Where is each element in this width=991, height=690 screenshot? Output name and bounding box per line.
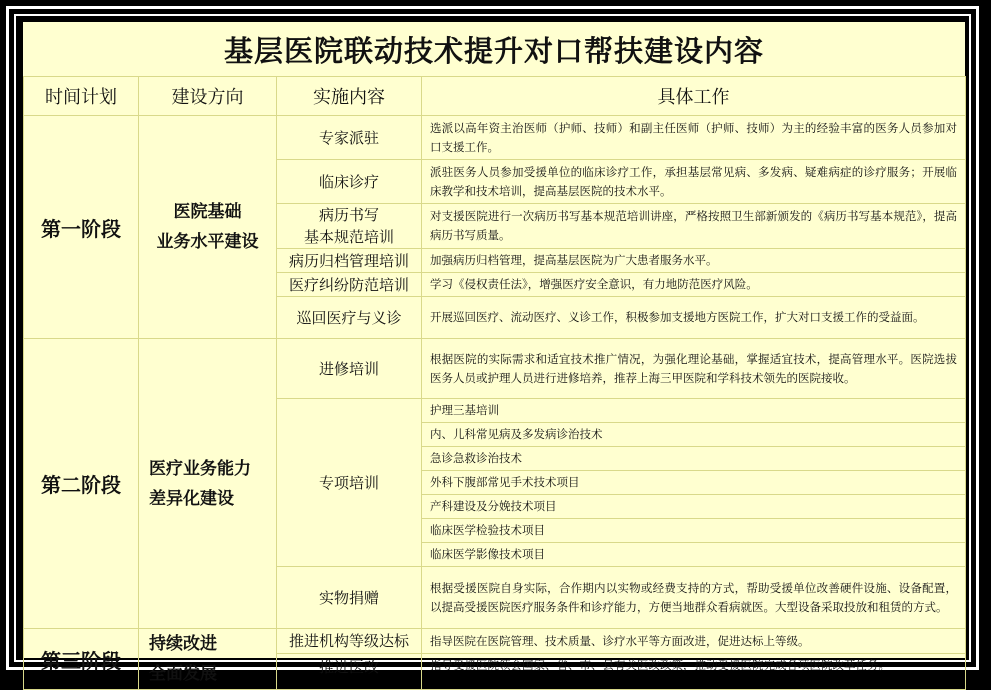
stage1-detail-2: 派驻医务人员参加受援单位的临床诊疗工作，承担基层常见病、多发病、疑难病症的诊疗服务；开展临床教学和技术培训，提高基层医院的技术水平。	[422, 160, 966, 204]
stage1-imp-5: 医疗纠纷防范培训	[277, 273, 422, 297]
stage1-time: 第一阶段	[24, 116, 139, 339]
stage2-imp-donation: 实物捐赠	[277, 567, 422, 629]
document-sheet	[23, 22, 965, 684]
stage2-detail-donation: 根据受援医院自身实际，合作期内以实物或经费支持的方式，帮助受援单位改善硬件设施、设备配置，以提高受援医院医疗服务条件和诊疗能力，方便当地群众看病就医。大型设备采取投放和租赁的方式。	[422, 567, 966, 629]
header-implementation: 实施内容	[277, 77, 422, 116]
stage3-direction-line1: 持续改进	[149, 634, 217, 654]
stage3-direction-line2: 全面发展	[149, 664, 217, 684]
plan-table	[23, 76, 966, 690]
stage1-imp-3	[277, 204, 422, 249]
stage2-direction	[139, 339, 277, 629]
special-item-5: 产科建设及分娩技术项目	[422, 495, 966, 519]
stage1-detail-3: 对支援医院进行一次病历书写基本规范培训讲座，严格按照卫生部新颁发的《病历书写基本规范》，提高病历书写质量。	[422, 204, 966, 249]
page-title: 基层医院联动技术提升对口帮扶建设内容	[223, 34, 764, 68]
special-item-1: 护理三基培训	[422, 399, 966, 423]
stage1-imp-6: 巡回医疗与义诊	[277, 297, 422, 339]
stage3-imp-1: 推进机构等级达标	[277, 629, 422, 654]
stage1-direction-line1: 医院基础	[173, 202, 242, 222]
table-row	[24, 629, 966, 654]
stage3-detail-2: 指导受援医院领会国家、省、市、县有关医改政策，推动受援医院完成各项医院改革任务。	[422, 654, 966, 690]
stage2-imp-training: 进修培训	[277, 339, 422, 399]
stage1-direction-line2: 业务水平建设	[156, 232, 259, 252]
stage1-imp-3-line1: 病历书写	[318, 206, 379, 224]
special-item-3: 急诊急救诊治技术	[422, 447, 966, 471]
special-item-4: 外科下腹部常见手术技术项目	[422, 471, 966, 495]
stage3-time: 第三阶段	[24, 629, 139, 690]
stage2-detail-training: 根据医院的实际需求和适宜技术推广情况，为强化理论基础，掌握适宜技术，提高管理水平。医院选拔医务人员或护理人员进行进修培养，推荐上海三甲医院和学科技术领先的医院接收。	[422, 339, 966, 399]
stage1-imp-3-line2: 基本规范培训	[303, 228, 394, 246]
stage1-detail-6: 开展巡回医疗、流动医疗、义诊工作，积极参加支援地方医院工作，扩大对口支援工作的受益面。	[422, 297, 966, 339]
header-direction: 建设方向	[139, 77, 277, 116]
stage3-direction	[139, 629, 277, 690]
stage1-detail-4: 加强病历归档管理，提高基层医院为广大患者服务水平。	[422, 249, 966, 273]
stage1-imp-1: 专家派驻	[277, 116, 422, 160]
stage1-direction	[139, 116, 277, 339]
stage3-imp-2: 推进医改	[277, 654, 422, 690]
stage1-detail-5: 学习《侵权责任法》，增强医疗安全意识，有力地防范医疗风险。	[422, 273, 966, 297]
header-row	[24, 77, 966, 116]
stage1-detail-1: 选派以高年资主治医师（护师、技师）和副主任医师（护师、技师）为主的经验丰富的医务人员参加对口支援工作。	[422, 116, 966, 160]
special-item-2: 内、儿科常见病及多发病诊治技术	[422, 423, 966, 447]
header-time: 时间计划	[24, 77, 139, 116]
stage2-direction-line1: 医疗业务能力	[149, 458, 251, 479]
stage2-time: 第二阶段	[24, 339, 139, 629]
header-details: 具体工作	[422, 77, 966, 116]
special-item-6: 临床医学检验技术项目	[422, 519, 966, 543]
table-row	[24, 339, 966, 399]
stage2-direction-line2: 差异化建设	[149, 488, 234, 509]
stage1-imp-2: 临床诊疗	[277, 160, 422, 204]
stage1-imp-4: 病历归档管理培训	[277, 249, 422, 273]
stage2-imp-special: 专项培训	[277, 399, 422, 567]
stage3-detail-1: 指导医院在医院管理、技术质量、诊疗水平等方面改进，促进达标上等级。	[422, 629, 966, 654]
table-row	[24, 116, 966, 160]
special-item-7: 临床医学影像技术项目	[422, 543, 966, 567]
